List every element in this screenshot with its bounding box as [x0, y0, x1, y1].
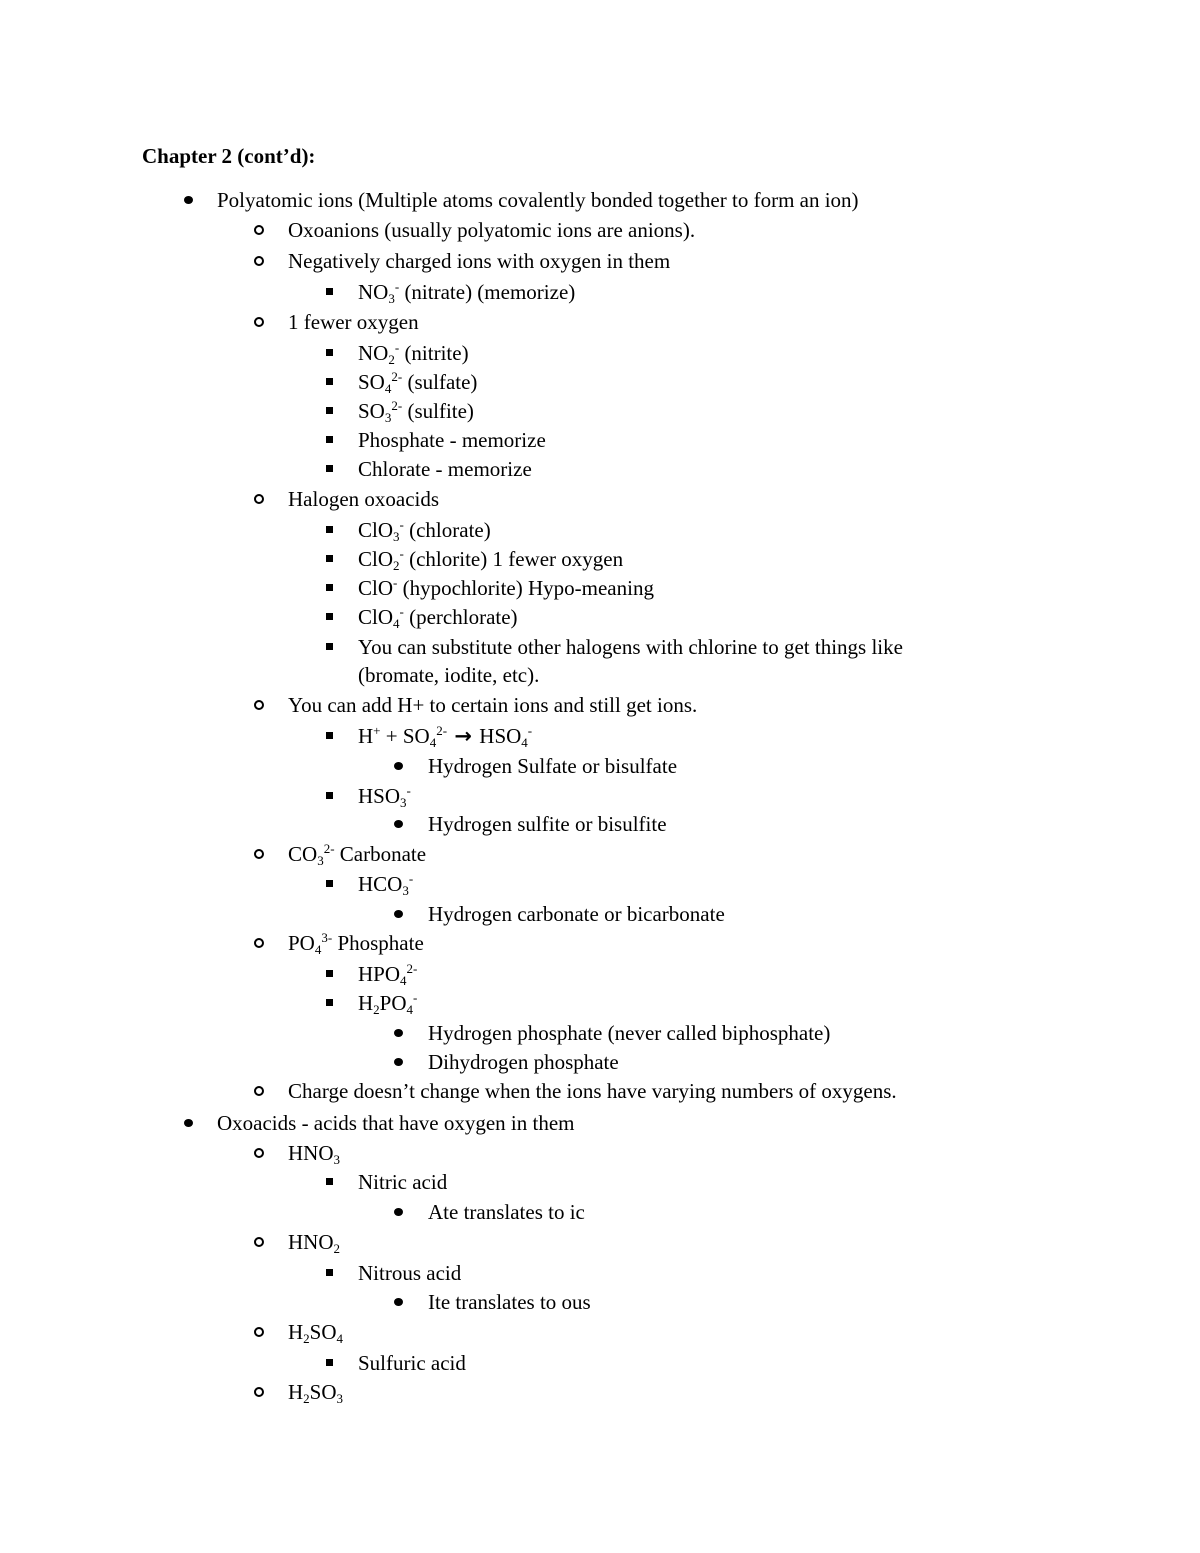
bullet-circle-icon — [254, 1086, 264, 1096]
bullet-dot-icon — [394, 1029, 403, 1037]
bullet-circle-icon — [254, 1327, 264, 1337]
bullet-dot-icon — [184, 1119, 193, 1127]
bullet-circle-icon — [254, 1148, 264, 1158]
bullet-square-icon — [326, 407, 333, 414]
bullet-dot-icon — [394, 762, 403, 770]
bullet-square-icon — [326, 584, 333, 591]
bullet-square-icon — [326, 613, 333, 620]
bullet-square-icon — [326, 999, 333, 1006]
bullet-circle-icon — [254, 225, 264, 235]
bullet-square-icon — [326, 465, 333, 472]
bullet-dot-icon — [394, 1208, 403, 1216]
bullet-square-icon — [326, 880, 333, 887]
bullet-square-icon — [326, 643, 333, 650]
bullet-dot-icon — [184, 196, 193, 204]
bullet-circle-icon — [254, 1387, 264, 1397]
bullet-square-icon — [326, 526, 333, 533]
bullet-circle-icon — [254, 256, 264, 266]
bullet-square-icon — [326, 732, 333, 739]
bullet-circle-icon — [254, 700, 264, 710]
bullet-square-icon — [326, 378, 333, 385]
bullet-dot-icon — [394, 910, 403, 918]
bullet-circle-icon — [254, 1237, 264, 1247]
bullet-dot-icon — [394, 1298, 403, 1306]
bullet-circle-icon — [254, 938, 264, 948]
bullet-circle-icon — [254, 494, 264, 504]
bullet-square-icon — [326, 349, 333, 356]
bullet-square-icon — [326, 555, 333, 562]
bullet-square-icon — [326, 288, 333, 295]
bullet-dot-icon — [394, 820, 403, 828]
bullet-square-icon — [326, 970, 333, 977]
bullet-square-icon — [326, 436, 333, 443]
bullet-square-icon — [326, 1359, 333, 1366]
bullet-dot-icon — [394, 1058, 403, 1066]
page-title: Chapter 2 (cont’d): — [142, 144, 316, 168]
arrow-right-icon: → — [447, 724, 480, 748]
bullet-circle-icon — [254, 849, 264, 859]
bullet-square-icon — [326, 1178, 333, 1185]
bullet-square-icon — [326, 792, 333, 799]
bullet-circle-icon — [254, 317, 264, 327]
bullet-square-icon — [326, 1269, 333, 1276]
document-page: Chapter 2 (cont’d): Polyatomic ions (Multiple atoms covalently bonded together to form an ion) Oxoanions (usually polyatomic ions are anions). Negatively charged ions with oxygen in them $NO_3^-$ (nitrate) (memorize) 1 fewer oxygen $NO_2^-$ (nitrite) $SO_4^{2-}$ (sulfate) $SO_3^{2-}$ (sulfite) Phosphate - memorize Chlorate - memorize Halogen oxoacids ClO$_3$- (chlorate) ClO$_2$- (chlorite) 1 fewer oxygen ClO- (hypochlorite) Hypo-meaning ClO$_4$- (perchlorate) You can substitute other halogens with chlorine to get things like (bromate, iodite, etc). You can add H+ to certain ions and still get ions. $H^+ + SO_4^{2-} \to HSO_4^-$ Hydrogen Sulfate or bisulfate $HSO_3^-$ Hydrogen sulfite or bisulfite $CO_3^{2-}$ Carbonate $HCO_3^-$ Hydrogen carbonate or bicarbonate $PO_4^{3-}$ Phosphate $HPO_4^{2-}$ $H_2PO_4^-$ Hydrogen phosphate (never called biphosphate) Dihydrogen phosphate Charge doesn’t change when the ions have varying numbers of oxygens. Oxoacids - acids that have oxygen in them $HNO_3$ Nitric acid Ate translates to ic $HNO_2$ Nitrous acid Ite translates to ous $H_2SO_4$ Sulfuric acid $H_2SO_3$ — [142, 144, 903, 1406]
